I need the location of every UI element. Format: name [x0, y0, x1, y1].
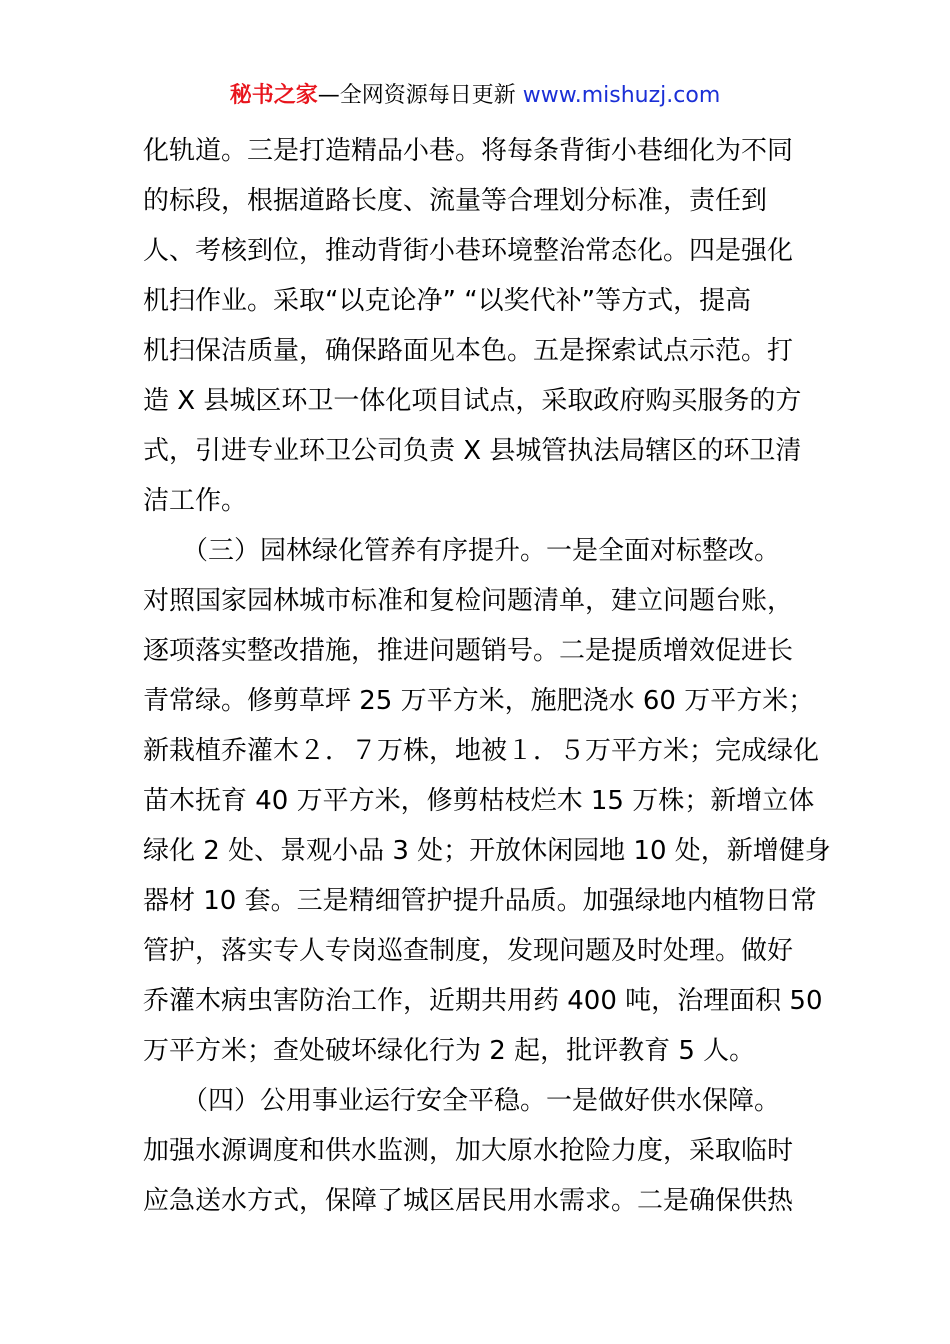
text-line: 新栽植乔灌木２．７万株，地被１．５万平方米；完成绿化: [143, 736, 820, 766]
text-line: 青常绿。修剪草坪 25 万平方米，施肥浇水 60 万平方米；: [143, 686, 815, 716]
text-line: 管护，落实专人专岗巡查制度，发现问题及时处理。做好: [143, 936, 794, 966]
page-header: [0, 80, 950, 112]
text-line: 的标段，根据道路长度、流量等合理划分标准，责任到: [143, 186, 768, 216]
text-line: 机扫保洁质量，确保路面见本色。五是探索试点示范。打: [143, 336, 794, 366]
text-line: 式，引进专业环卫公司负责 X 县城管执法局辖区的环卫清: [143, 436, 802, 466]
text-line: 万平方米；查处破坏绿化行为 2 起，批评教育 5 人。: [143, 1036, 756, 1066]
document-body: [143, 126, 831, 1226]
text-line: 化轨道。三是打造精品小巷。将每条背街小巷细化为不同: [143, 136, 794, 166]
brand-name: 秘书之家: [229, 83, 318, 108]
text-line: 洁工作。: [143, 486, 248, 516]
text-line: 苗木抚育 40 万平方米，修剪枯枝烂木 15 万株；新增立体: [143, 786, 815, 816]
text-line: 加强水源调度和供水监测，加大原水抢险力度，采取临时: [143, 1136, 794, 1166]
text-line: 造 X 县城区环卫一体化项目试点，采取政府购买服务的方: [143, 386, 802, 416]
text-line: 对照国家园林城市标准和复检问题清单，建立问题台账，: [143, 586, 794, 616]
section-heading-line: （三）园林绿化管养有序提升。一是全面对标整改。: [143, 536, 781, 566]
text-line: 机扫作业。采取“以克论净” “以奖代补”等方式，提高: [143, 286, 752, 316]
text-line: 绿化 2 处、景观小品 3 处；开放休闲园地 10 处，新增健身: [143, 836, 831, 866]
text-line: 人、考核到位，推动背街小巷环境整治常态化。四是强化: [143, 236, 794, 266]
text-line: 乔灌木病虫害防治工作，近期共用药 400 吨，治理面积 50: [143, 986, 823, 1016]
header-tagline: —全网资源每日更新: [317, 83, 516, 108]
text-line: 器材 10 套。三是精细管护提升品质。加强绿地内植物日常: [143, 886, 817, 916]
section-heading-line: （四）公用事业运行安全平稳。一是做好供水保障。: [143, 1086, 781, 1116]
text-line: 逐项落实整改措施，推进问题销号。二是提质增效促进长: [143, 636, 794, 666]
text-line: 应急送水方式，保障了城区居民用水需求。二是确保供热: [143, 1186, 794, 1216]
site-url[interactable]: www.mishuzj.com: [522, 83, 721, 108]
